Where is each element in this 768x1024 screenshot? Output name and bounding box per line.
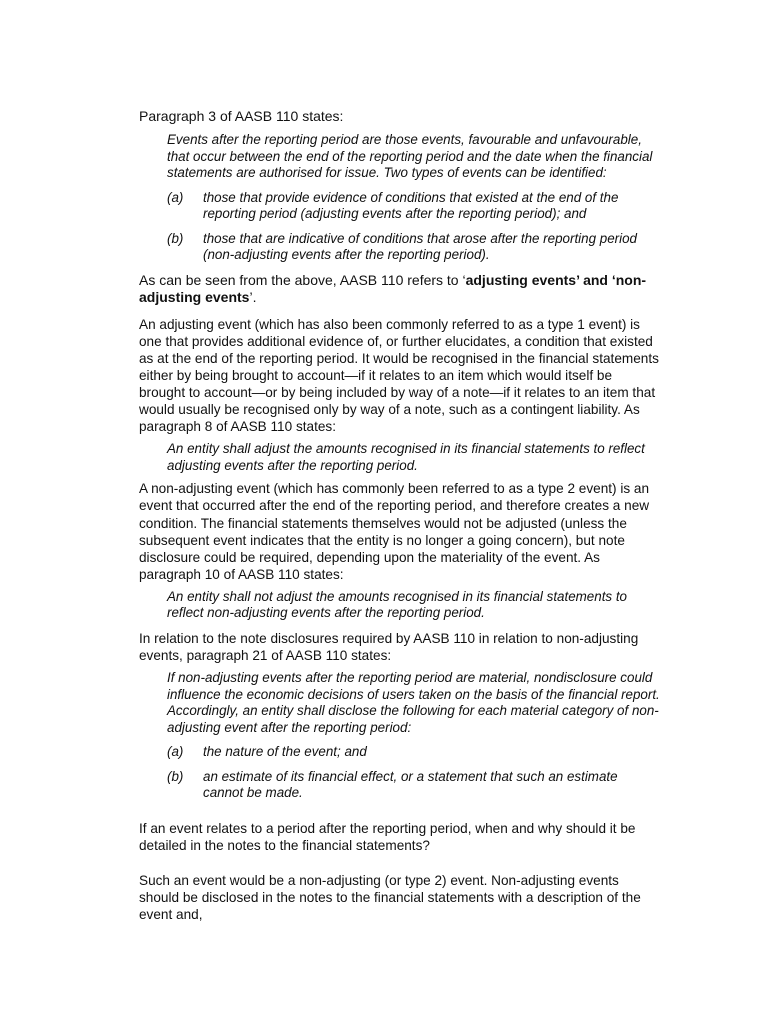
list-item xyxy=(167,744,661,761)
refers-end: ’. xyxy=(249,288,257,305)
list-item xyxy=(167,769,661,802)
note-disclosures-paragraph: In relation to the note disclosures required by AASB 110 in relation to non-adjusting events, paragraph 21 of AASB 110 states: xyxy=(139,630,639,663)
list-marker: (a) xyxy=(167,744,184,760)
list-item-text: those that are indicative of conditions that arose after the reporting period (non-adjusting events after the reporting period). xyxy=(203,230,637,262)
list-item-text: the nature of the event; and xyxy=(203,744,367,760)
disclosure-list xyxy=(167,744,661,802)
document-page xyxy=(139,108,661,923)
quote-paragraph-21: If non-adjusting events after the reporting period are material, nondisclosure could influence the economic decisions of users taken on the basis of the financial report. Accordingly, an entity shall disclose the following for each material category of non-adjusting event after the reporting period: xyxy=(167,670,660,735)
adjusting-event-paragraph: An adjusting event (which has also been commonly referred to as a type 1 event) is one that provides additional evidence of, or further elucidates, a condition that existed as at the end of the reporting period. It would be recognised in the financial statements either by being brought to account—if it relates to an item which would itself be brought to account—or by being included by way of a note—if it relates to an item that would usually be recognised only by way of a note, such as a contingent liability. As paragraph 8 of AASB 110 states: xyxy=(139,316,659,435)
list-item xyxy=(167,190,661,223)
question-paragraph: If an event relates to a period after the reporting period, when and why should it be detailed in the notes to the financial statements? xyxy=(139,820,636,853)
quote-paragraph-10: An entity shall not adjust the amounts recognised in its financial statements to reflect non-adjusting events after the reporting period. xyxy=(167,588,628,621)
list-marker: (b) xyxy=(167,768,184,784)
intro-paragraph-3: Paragraph 3 of AASB 110 states: xyxy=(139,108,344,124)
answer-paragraph: Such an event would be a non-adjusting (or type 2) event. Non-adjusting events should be disclosed in the notes to the financial statements with a description of the event and, xyxy=(139,872,641,922)
non-adjusting-event-paragraph: A non-adjusting event (which has commonly been referred to as a type 2 event) is an event that occurred after the end of the reporting period, and therefore creates a new condition. The financial statements themselves would not be adjusted (unless the subsequent event indicates that the entity is no longer a going concern), but note disclosure could be required, depending upon the materiality of the event. As paragraph 10 of AASB 110 states: xyxy=(139,481,650,582)
quote-paragraph-3: Events after the reporting period are those events, favourable and unfavourable, that occur between the end of the reporting period and the date when the financial statements are authorised for issue. Two types of events can be identified: xyxy=(167,132,653,180)
refers-text: As can be seen from the above, AASB 110 refers to ‘ xyxy=(139,271,466,288)
refers-bold-terms: adjusting events’ and ‘non-adjusting events xyxy=(139,271,647,305)
list-marker: (b) xyxy=(167,230,184,246)
list-item xyxy=(167,231,661,264)
list-item-text: those that provide evidence of conditions that existed at the end of the reporting period (adjusting events after the reporting period); and xyxy=(203,189,619,221)
quote-paragraph-8: An entity shall adjust the amounts recognised in its financial statements to reflect adjusting events after the reporting period. xyxy=(167,441,645,473)
list-item-text: an estimate of its financial effect, or a statement that such an estimate cannot be made. xyxy=(203,768,618,801)
events-types-list xyxy=(167,190,661,264)
list-marker: (a) xyxy=(167,189,184,205)
refers-paragraph xyxy=(139,272,661,306)
